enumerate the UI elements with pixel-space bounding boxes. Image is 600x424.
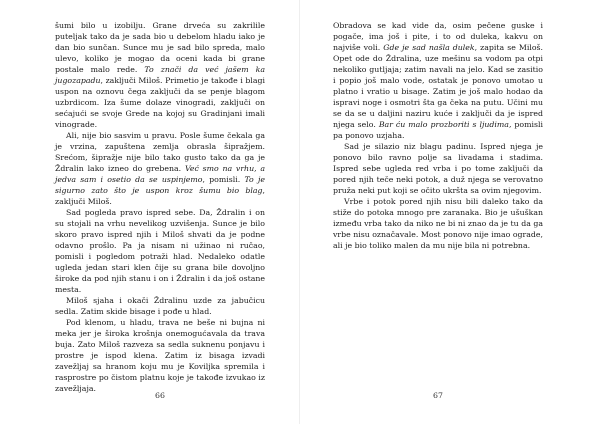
right-page [300, 0, 600, 424]
paragraph [55, 295, 265, 317]
paragraph [55, 317, 265, 394]
text-run: Vrbe i potok pored njih nisu bili daleko tako da stiže do potoka mnogo pre zaranaka. Bio je ušuškan između vrba tako da niko ne bi ni znao da je tu da ga vrbe nisu označavale. Most ponovo nije imao ograde, ali je bio toliko malen da mu nije bila ni potrebna. [333, 197, 543, 250]
italic-text: To znači da već jašem ka jugozapadu [55, 65, 265, 85]
paragraph [333, 196, 543, 251]
text-run: , zaključi Miloš. [55, 186, 265, 206]
right-page-number: 67 [433, 391, 443, 400]
text-run: , zapita se Miloš. Opet ode do Ždralina, uze mešinu sa vodom pa otpi nekoliko gutljaja; zatim navali na jelo. Kad se zasitio i popio još malo vode, ostatak je ponovo umotao u platno i vratio u bisage. Zatim je još malo hodao da ispravi noge i osmotri šta ga čeka na putu. Učini mu se da se u daljini naziru kuće i zaključi da je ispred njega selo. [333, 43, 544, 129]
text-run: Obradova se kad vide da, osim pečene guske i pogače, ima još i pite, i to od duleka, kakvu on najviše voli. [333, 21, 543, 52]
text-run: šumi bilo u izobilju. Grane drveća su zakrilile puteljak tako da je sada bio u debelom hladu iako je dan bio sunčan. Sunce mu je sad bilo spreda, malo ulevo, koliko je mogao da oceni kada bi grane postale malo rede. [55, 21, 265, 74]
italic-text: Bar ću malo prozboriti s ljudima [378, 120, 509, 129]
text-run: Pod klenom, u hladu, trava ne beše ni bujna ni meka jer je široka krošnja onemogućavala da trava buja. Zato Miloš razveza sa sedla suknenu ponjavu i prostre je ispod klena. Zatim iz bisaga izvadi zavežljaj sa hranom koju mu je Koviljka spremila i rasprostre po čistom platnu koje je takođe izvukao iz zavežljaja. [55, 318, 265, 393]
paragraph [333, 141, 543, 196]
left-page-text [55, 20, 265, 394]
text-run: , zaključi Miloš. Primetio je takođe i blagi uspon na oznovu čega zaključi da se penje blagom uzbrdicom. Iza šume dolaze vinogradi, zaključi on sećajući se svoje Grede na kojoj su Gradinjani imali vinograde. [55, 76, 265, 129]
italic-text: Već smo na vrhu, a jedva sam i osetio da se uspinjemo [55, 164, 265, 184]
text-run: , pomisli. [202, 175, 245, 184]
right-page-text [333, 20, 543, 251]
italic-text: Gde je sad našla dulek [383, 43, 475, 52]
paragraph [55, 207, 265, 295]
text-run: , pomisli pa ponovo uzjaha. [333, 120, 543, 140]
text-run: Miloš sjaha i okači Ždralinu uzde za jabučicu sedla. Zatim skide bisage i pođe u hlad. [55, 296, 265, 316]
paragraph [55, 130, 265, 207]
text-run: Ali, nije bio sasvim u pravu. Posle šume čekala ga je vrzina, zapuštena zemlja obrasla šipražjem. Srećom, šipražje nije bilo tako gusto tako da ga je Ždralin lako izneo do grebena. [55, 131, 265, 173]
left-page-number: 66 [155, 391, 165, 400]
text-run: Sad pogleda pravo ispred sebe. Da, Ždralin i on su stojali na vrhu nevelikog uzvišenja. Sunce je bilo skoro pravo ispred njih i Miloš shvati da je podne odavno prošlo. Pa ja nisam ni užinao ni ručao, pomisli i pogledom potraži hlad. Nedaleko odatle ugleda jedan stari klen čije su grana bile dovoljno široke da pod njih stanu i on i Ždralin i da još ostane mesta. [55, 208, 265, 294]
paragraph [55, 20, 265, 130]
text-run: Sad je silazio niz blagu padinu. Ispred njega je ponovo bilo ravno polje sa livadama i stadima. Ispred sebe ugleda red vrba i po tome zaključi da pored njih teče neki potok, a duž njega se verovatno pruža neki put koji se očito ukršta sa ovim njegovim. [333, 142, 543, 195]
italic-text: To je sigurno zato što je uspon kroz šumu bio blag [55, 175, 265, 195]
paragraph [333, 20, 543, 141]
